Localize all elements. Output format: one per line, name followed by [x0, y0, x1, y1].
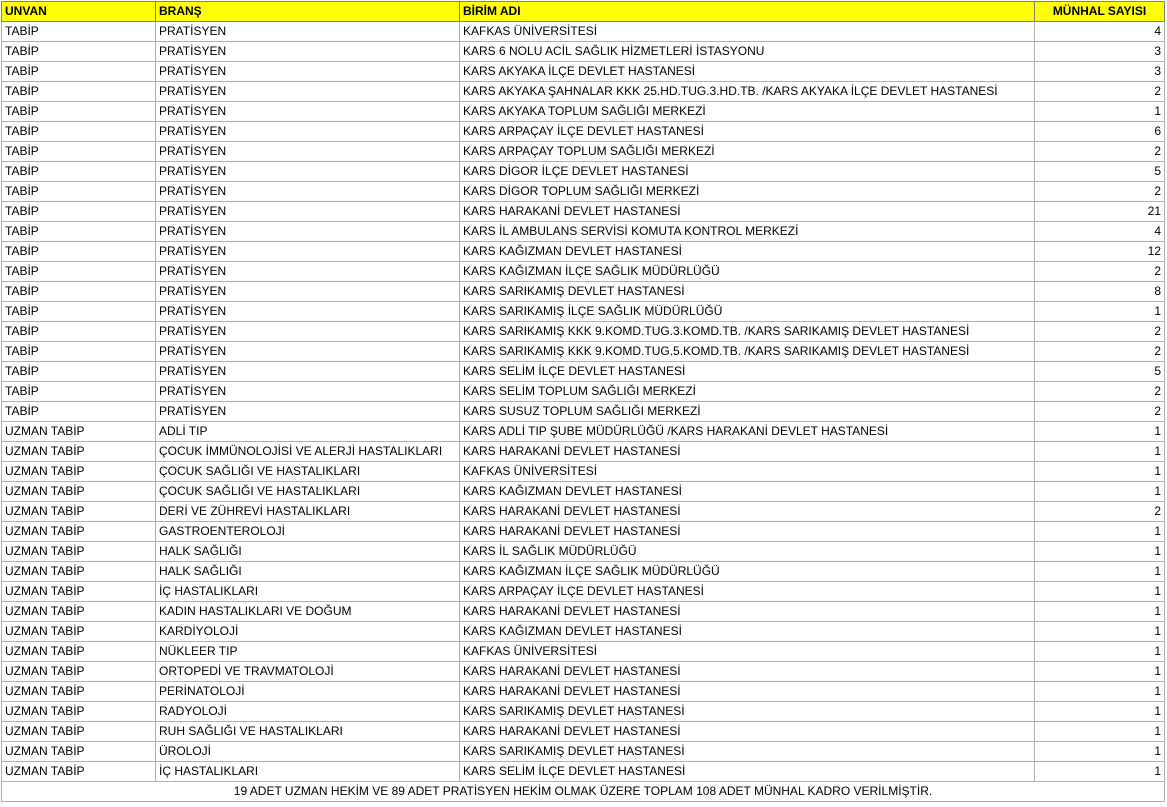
birim-adi-cell[interactable]: KARS SARIKAMIŞ KKK 9.KOMD.TUG.5.KOMD.TB. /KARS SARIKAMIŞ DEVLET HASTANESİ [460, 342, 1035, 362]
brans-cell[interactable]: PRATİSYEN [156, 262, 460, 282]
birim-adi-cell[interactable]: KARS HARAKANİ DEVLET HASTANESİ [460, 682, 1035, 702]
munhal-sayisi-cell[interactable]: 1 [1035, 302, 1165, 322]
munhal-sayisi-cell[interactable]: 1 [1035, 542, 1165, 562]
munhal-sayisi-cell[interactable]: 2 [1035, 262, 1165, 282]
table-body [2, 22, 1165, 782]
birim-adi-cell[interactable]: KARS HARAKANİ DEVLET HASTANESİ [460, 502, 1035, 522]
brans-cell[interactable]: GASTROENTEROLOJİ [156, 522, 460, 542]
brans-cell[interactable]: İÇ HASTALIKLARI [156, 762, 460, 782]
unvan-cell[interactable]: UZMAN TABİP [2, 562, 156, 582]
brans-cell[interactable]: PRATİSYEN [156, 22, 460, 42]
unvan-cell[interactable]: TABİP [2, 102, 156, 122]
table-row [2, 82, 1165, 102]
munhal-sayisi-cell[interactable]: 1 [1035, 682, 1165, 702]
table-row [2, 602, 1165, 622]
birim-adi-cell[interactable]: KARS HARAKANİ DEVLET HASTANESİ [460, 202, 1035, 222]
munhal-sayisi-cell[interactable]: 1 [1035, 562, 1165, 582]
table-row [2, 522, 1165, 542]
table-row [2, 42, 1165, 62]
birim-adi-cell[interactable]: KARS SELİM İLÇE DEVLET HASTANESİ [460, 762, 1035, 782]
unvan-cell[interactable]: TABİP [2, 82, 156, 102]
table-row [2, 622, 1165, 642]
brans-cell[interactable]: RADYOLOJİ [156, 702, 460, 722]
table-row [2, 422, 1165, 442]
birim-adi-cell[interactable]: KARS SELİM TOPLUM SAĞLIĞI MERKEZİ [460, 382, 1035, 402]
munhal-sayisi-cell[interactable]: 3 [1035, 62, 1165, 82]
unvan-cell[interactable]: TABİP [2, 222, 156, 242]
unvan-cell[interactable]: TABİP [2, 62, 156, 82]
birim-adi-cell[interactable]: KARS AKYAKA ŞAHNALAR KKK 25.HD.TUG.3.HD.TB. /KARS AKYAKA İLÇE DEVLET HASTANESİ [460, 82, 1035, 102]
brans-cell[interactable]: PRATİSYEN [156, 62, 460, 82]
table-row [2, 162, 1165, 182]
brans-cell[interactable]: RUH SAĞLIĞI VE HASTALIKLARI [156, 722, 460, 742]
header-row [2, 2, 1165, 22]
unvan-cell[interactable]: UZMAN TABİP [2, 542, 156, 562]
brans-cell[interactable]: PRATİSYEN [156, 362, 460, 382]
brans-cell[interactable]: ÇOCUK SAĞLIĞI VE HASTALIKLARI [156, 462, 460, 482]
unvan-cell[interactable]: TABİP [2, 182, 156, 202]
brans-cell[interactable]: PRATİSYEN [156, 122, 460, 142]
table-row [2, 102, 1165, 122]
table-header [2, 2, 1165, 22]
unvan-cell[interactable]: TABİP [2, 142, 156, 162]
brans-cell[interactable]: PRATİSYEN [156, 342, 460, 362]
birim-adi-cell[interactable]: KARS KAĞIZMAN DEVLET HASTANESİ [460, 622, 1035, 642]
unvan-cell[interactable]: UZMAN TABİP [2, 662, 156, 682]
munhal-sayisi-cell[interactable]: 1 [1035, 422, 1165, 442]
birim-adi-cell[interactable]: KARS HARAKANİ DEVLET HASTANESİ [460, 442, 1035, 462]
table-row [2, 22, 1165, 42]
brans-cell[interactable]: PRATİSYEN [156, 242, 460, 262]
unvan-cell[interactable]: TABİP [2, 42, 156, 62]
brans-cell[interactable]: PRATİSYEN [156, 142, 460, 162]
table-row [2, 382, 1165, 402]
brans-cell[interactable]: KARDİYOLOJİ [156, 622, 460, 642]
table-row [2, 282, 1165, 302]
table-row [2, 262, 1165, 282]
brans-cell[interactable]: PERİNATOLOJİ [156, 682, 460, 702]
table-row [2, 302, 1165, 322]
munhal-sayisi-cell[interactable]: 2 [1035, 322, 1165, 342]
birim-adi-cell[interactable]: KARS 6 NOLU ACİL SAĞLIK HİZMETLERİ İSTASYONU [460, 42, 1035, 62]
birim-adi-cell[interactable]: KARS SARIKAMIŞ DEVLET HASTANESİ [460, 742, 1035, 762]
unvan-cell[interactable]: TABİP [2, 342, 156, 362]
table-row [2, 482, 1165, 502]
munhal-sayisi-cell[interactable]: 1 [1035, 522, 1165, 542]
birim-adi-cell[interactable]: KARS HARAKANİ DEVLET HASTANESİ [460, 722, 1035, 742]
table-row [2, 362, 1165, 382]
unvan-cell[interactable]: TABİP [2, 242, 156, 262]
brans-cell[interactable]: PRATİSYEN [156, 382, 460, 402]
table-row [2, 562, 1165, 582]
table-row [2, 762, 1165, 782]
unvan-cell[interactable]: UZMAN TABİP [2, 722, 156, 742]
unvan-cell[interactable]: TABİP [2, 162, 156, 182]
table-row [2, 442, 1165, 462]
unvan-cell[interactable]: UZMAN TABİP [2, 742, 156, 762]
brans-cell[interactable]: HALK SAĞLIĞI [156, 562, 460, 582]
birim-adi-cell[interactable]: KARS HARAKANİ DEVLET HASTANESİ [460, 662, 1035, 682]
munhal-sayisi-cell[interactable]: 1 [1035, 762, 1165, 782]
munhal-sayisi-cell[interactable]: 6 [1035, 122, 1165, 142]
birim-adi-cell[interactable]: KARS HARAKANİ DEVLET HASTANESİ [460, 602, 1035, 622]
birim-adi-cell[interactable]: KARS SELİM İLÇE DEVLET HASTANESİ [460, 362, 1035, 382]
unvan-cell[interactable]: TABİP [2, 262, 156, 282]
munhal-sayisi-cell[interactable]: 2 [1035, 382, 1165, 402]
brans-cell[interactable]: KADIN HASTALIKLARI VE DOĞUM [156, 602, 460, 622]
unvan-cell[interactable]: UZMAN TABİP [2, 522, 156, 542]
birim-adi-cell[interactable]: KARS SARIKAMIŞ KKK 9.KOMD.TUG.3.KOMD.TB. /KARS SARIKAMIŞ DEVLET HASTANESİ [460, 322, 1035, 342]
birim-adi-cell[interactable]: KARS KAĞIZMAN İLÇE SAĞLIK MÜDÜRLÜĞÜ [460, 262, 1035, 282]
unvan-cell[interactable]: TABİP [2, 22, 156, 42]
unvan-cell[interactable]: TABİP [2, 202, 156, 222]
munhal-sayisi-cell[interactable]: 2 [1035, 82, 1165, 102]
munhal-sayisi-cell[interactable]: 1 [1035, 622, 1165, 642]
birim-adi-cell[interactable]: KARS İL SAĞLIK MÜDÜRLÜĞÜ [460, 542, 1035, 562]
brans-cell[interactable]: ÇOCUK İMMÜNOLOJİSİ VE ALERJİ HASTALIKLARI [156, 442, 460, 462]
header-munhal-sayisi[interactable]: MÜNHAL SAYISI [1035, 2, 1165, 22]
table-row [2, 342, 1165, 362]
brans-cell[interactable]: PRATİSYEN [156, 322, 460, 342]
brans-cell[interactable]: PRATİSYEN [156, 162, 460, 182]
footer-row [2, 782, 1165, 802]
munhal-sayisi-cell[interactable]: 1 [1035, 442, 1165, 462]
table-row [2, 722, 1165, 742]
munhal-sayisi-cell[interactable]: 1 [1035, 702, 1165, 722]
brans-cell[interactable]: ÇOCUK SAĞLIĞI VE HASTALIKLARI [156, 482, 460, 502]
brans-cell[interactable]: PRATİSYEN [156, 282, 460, 302]
table-row [2, 122, 1165, 142]
brans-cell[interactable]: PRATİSYEN [156, 182, 460, 202]
table-row [2, 462, 1165, 482]
birim-adi-cell[interactable]: KAFKAS ÜNİVERSİTESİ [460, 462, 1035, 482]
munhal-sayisi-cell[interactable]: 4 [1035, 222, 1165, 242]
unvan-cell[interactable]: UZMAN TABİP [2, 442, 156, 462]
munhal-sayisi-cell[interactable]: 4 [1035, 22, 1165, 42]
table-row [2, 542, 1165, 562]
brans-cell[interactable]: DERİ VE ZÜHREVİ HASTALIKLARI [156, 502, 460, 522]
table-row [2, 642, 1165, 662]
unvan-cell[interactable]: UZMAN TABİP [2, 602, 156, 622]
brans-cell[interactable]: ADLİ TIP [156, 422, 460, 442]
unvan-cell[interactable]: UZMAN TABİP [2, 702, 156, 722]
munhal-sayisi-cell[interactable]: 5 [1035, 162, 1165, 182]
munhal-sayisi-cell[interactable]: 1 [1035, 102, 1165, 122]
munhal-sayisi-cell[interactable]: 1 [1035, 642, 1165, 662]
table-row [2, 202, 1165, 222]
unvan-cell[interactable]: UZMAN TABİP [2, 462, 156, 482]
birim-adi-cell[interactable]: KARS DİGOR İLÇE DEVLET HASTANESİ [460, 162, 1035, 182]
table-row [2, 142, 1165, 162]
table-row [2, 582, 1165, 602]
brans-cell[interactable]: PRATİSYEN [156, 82, 460, 102]
header-birim-adi[interactable]: BİRİM ADI [460, 2, 1035, 22]
unvan-cell[interactable]: TABİP [2, 322, 156, 342]
munhal-sayisi-cell[interactable]: 1 [1035, 662, 1165, 682]
vacancy-table [1, 1, 1165, 802]
brans-cell[interactable]: HALK SAĞLIĞI [156, 542, 460, 562]
birim-adi-cell[interactable]: KARS SARIKAMIŞ DEVLET HASTANESİ [460, 702, 1035, 722]
table-row [2, 242, 1165, 262]
birim-adi-cell[interactable]: KARS ARPAÇAY İLÇE DEVLET HASTANESİ [460, 582, 1035, 602]
unvan-cell[interactable]: UZMAN TABİP [2, 682, 156, 702]
table-row [2, 502, 1165, 522]
table-row [2, 182, 1165, 202]
birim-adi-cell[interactable]: KARS HARAKANİ DEVLET HASTANESİ [460, 522, 1035, 542]
unvan-cell[interactable]: TABİP [2, 282, 156, 302]
birim-adi-cell[interactable]: KARS AKYAKA İLÇE DEVLET HASTANESİ [460, 62, 1035, 82]
birim-adi-cell[interactable]: KARS AKYAKA TOPLUM SAĞLIĞI MERKEZİ [460, 102, 1035, 122]
munhal-sayisi-cell[interactable]: 2 [1035, 142, 1165, 162]
birim-adi-cell[interactable]: KAFKAS ÜNİVERSİTESİ [460, 22, 1035, 42]
birim-adi-cell[interactable]: KARS İL AMBULANS SERVİSİ KOMUTA KONTROL MERKEZİ [460, 222, 1035, 242]
unvan-cell[interactable]: UZMAN TABİP [2, 642, 156, 662]
brans-cell[interactable]: PRATİSYEN [156, 222, 460, 242]
unvan-cell[interactable]: UZMAN TABİP [2, 622, 156, 642]
munhal-sayisi-cell[interactable]: 21 [1035, 202, 1165, 222]
munhal-sayisi-cell[interactable]: 1 [1035, 722, 1165, 742]
munhal-sayisi-cell[interactable]: 12 [1035, 242, 1165, 262]
munhal-sayisi-cell[interactable]: 2 [1035, 182, 1165, 202]
munhal-sayisi-cell[interactable]: 2 [1035, 402, 1165, 422]
table-footer [2, 782, 1165, 802]
table-row [2, 222, 1165, 242]
birim-adi-cell[interactable]: KARS KAĞIZMAN İLÇE SAĞLIK MÜDÜRLÜĞÜ [460, 562, 1035, 582]
brans-cell[interactable]: PRATİSYEN [156, 202, 460, 222]
munhal-sayisi-cell[interactable]: 1 [1035, 602, 1165, 622]
munhal-sayisi-cell[interactable]: 1 [1035, 742, 1165, 762]
unvan-cell[interactable]: TABİP [2, 362, 156, 382]
unvan-cell[interactable]: UZMAN TABİP [2, 582, 156, 602]
munhal-sayisi-cell[interactable]: 5 [1035, 362, 1165, 382]
munhal-sayisi-cell[interactable]: 1 [1035, 462, 1165, 482]
table-row [2, 702, 1165, 722]
unvan-cell[interactable]: TABİP [2, 122, 156, 142]
header-brans[interactable]: BRANŞ [156, 2, 460, 22]
unvan-cell[interactable]: UZMAN TABİP [2, 502, 156, 522]
birim-adi-cell[interactable]: KARS KAĞIZMAN DEVLET HASTANESİ [460, 482, 1035, 502]
munhal-sayisi-cell[interactable]: 1 [1035, 482, 1165, 502]
birim-adi-cell[interactable]: KAFKAS ÜNİVERSİTESİ [460, 642, 1035, 662]
munhal-sayisi-cell[interactable]: 2 [1035, 342, 1165, 362]
brans-cell[interactable]: PRATİSYEN [156, 302, 460, 322]
brans-cell[interactable]: NÜKLEER TIP [156, 642, 460, 662]
munhal-sayisi-cell[interactable]: 1 [1035, 582, 1165, 602]
unvan-cell[interactable]: UZMAN TABİP [2, 482, 156, 502]
table-row [2, 62, 1165, 82]
brans-cell[interactable]: PRATİSYEN [156, 102, 460, 122]
munhal-sayisi-cell[interactable]: 2 [1035, 502, 1165, 522]
table-row [2, 402, 1165, 422]
birim-adi-cell[interactable]: KARS KAĞIZMAN DEVLET HASTANESİ [460, 242, 1035, 262]
brans-cell[interactable]: İÇ HASTALIKLARI [156, 582, 460, 602]
birim-adi-cell[interactable]: KARS SARIKAMIŞ DEVLET HASTANESİ [460, 282, 1035, 302]
munhal-sayisi-cell[interactable]: 3 [1035, 42, 1165, 62]
unvan-cell[interactable]: TABİP [2, 402, 156, 422]
unvan-cell[interactable]: UZMAN TABİP [2, 422, 156, 442]
birim-adi-cell[interactable]: KARS SUSUZ TOPLUM SAĞLIĞI MERKEZİ [460, 402, 1035, 422]
table-row [2, 662, 1165, 682]
munhal-sayisi-cell[interactable]: 8 [1035, 282, 1165, 302]
brans-cell[interactable]: PRATİSYEN [156, 402, 460, 422]
unvan-cell[interactable]: TABİP [2, 302, 156, 322]
unvan-cell[interactable]: UZMAN TABİP [2, 762, 156, 782]
table-row [2, 742, 1165, 762]
footer-summary-cell[interactable]: 19 ADET UZMAN HEKİM VE 89 ADET PRATİSYEN HEKİM OLMAK ÜZERE TOPLAM 108 ADET MÜNHAL KADRO VERİLMİŞTİR. [2, 782, 1165, 802]
brans-cell[interactable]: PRATİSYEN [156, 42, 460, 62]
table-row [2, 682, 1165, 702]
birim-adi-cell[interactable]: KARS ARPAÇAY İLÇE DEVLET HASTANESİ [460, 122, 1035, 142]
table-row [2, 322, 1165, 342]
brans-cell[interactable]: ORTOPEDİ VE TRAVMATOLOJİ [156, 662, 460, 682]
birim-adi-cell[interactable]: KARS SARIKAMIŞ İLÇE SAĞLIK MÜDÜRLÜĞÜ [460, 302, 1035, 322]
unvan-cell[interactable]: TABİP [2, 382, 156, 402]
brans-cell[interactable]: ÜROLOJİ [156, 742, 460, 762]
birim-adi-cell[interactable]: KARS DİGOR TOPLUM SAĞLIĞI MERKEZİ [460, 182, 1035, 202]
birim-adi-cell[interactable]: KARS ARPAÇAY TOPLUM SAĞLIĞI MERKEZİ [460, 142, 1035, 162]
header-unvan[interactable]: UNVAN [2, 2, 156, 22]
birim-adi-cell[interactable]: KARS ADLİ TIP ŞUBE MÜDÜRLÜĞÜ /KARS HARAKANİ DEVLET HASTANESİ [460, 422, 1035, 442]
